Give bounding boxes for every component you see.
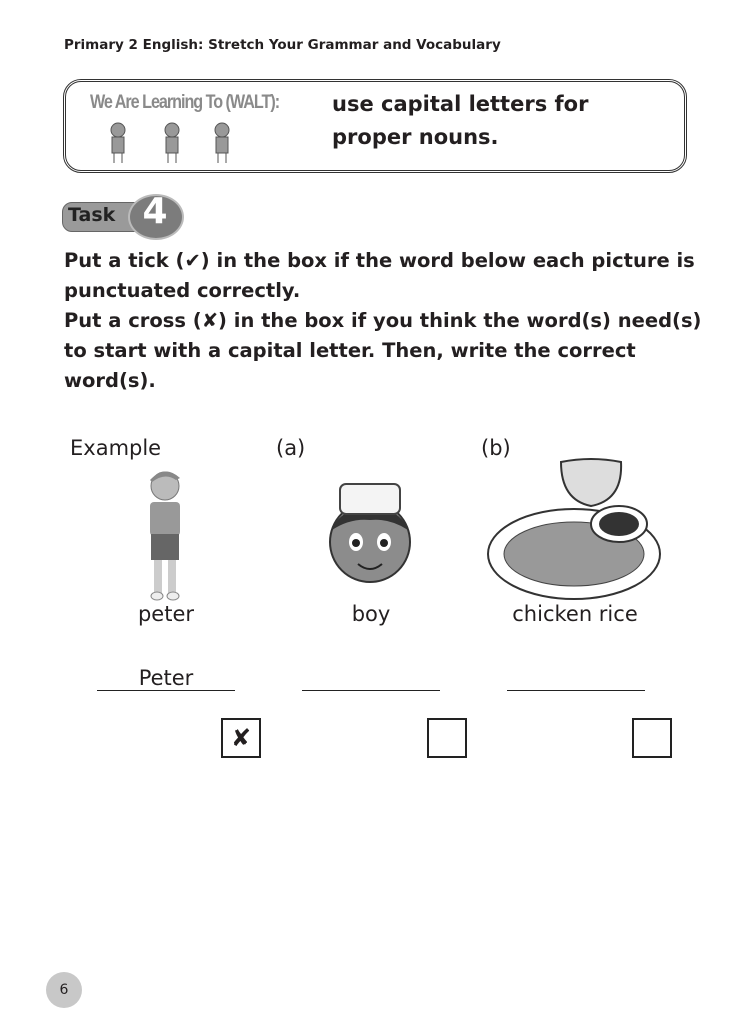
walt-label: We Are Learning To (WALT): (90, 92, 280, 113)
girls-illustration-icon (104, 118, 244, 166)
item-a-answer-line[interactable] (302, 690, 440, 691)
walt-box (63, 79, 687, 173)
task-badge (62, 191, 182, 236)
task-label: Task (68, 204, 116, 226)
instructions (64, 246, 704, 396)
chicken-rice-picture (487, 456, 665, 604)
instruction-tick: Put a tick (✔) in the box if the word below each picture is punctuated correctly. (64, 249, 695, 302)
instruction-cross: Put a cross (✘) in the box if you think the word(s) need(s) to start with a capital letter. Then, write the correct word(s). (64, 309, 702, 392)
item-b-checkbox[interactable] (632, 718, 672, 758)
example-word: peter (137, 602, 195, 626)
walt-goal: use capital letters for proper nouns. (332, 92, 589, 149)
page-header: Primary 2 English: Stretch Your Grammar and Vocabulary (64, 37, 501, 53)
item-a-checkbox[interactable] (427, 718, 467, 758)
item-b-word: chicken rice (512, 602, 638, 626)
item-b-label: (b) (481, 436, 511, 460)
example-answer-line (97, 690, 235, 691)
page-number: 6 (46, 972, 82, 1008)
boy-peter-picture (140, 464, 190, 604)
task-number: 4 (142, 191, 168, 232)
example-checkbox: ✘ (221, 718, 261, 758)
example-label: Example (70, 436, 162, 460)
boy-face-picture (320, 480, 420, 590)
item-b-answer-line[interactable] (507, 690, 645, 691)
item-a-word: boy (351, 602, 391, 626)
example-answer: Peter (138, 666, 194, 690)
item-a-label: (a) (276, 436, 306, 460)
